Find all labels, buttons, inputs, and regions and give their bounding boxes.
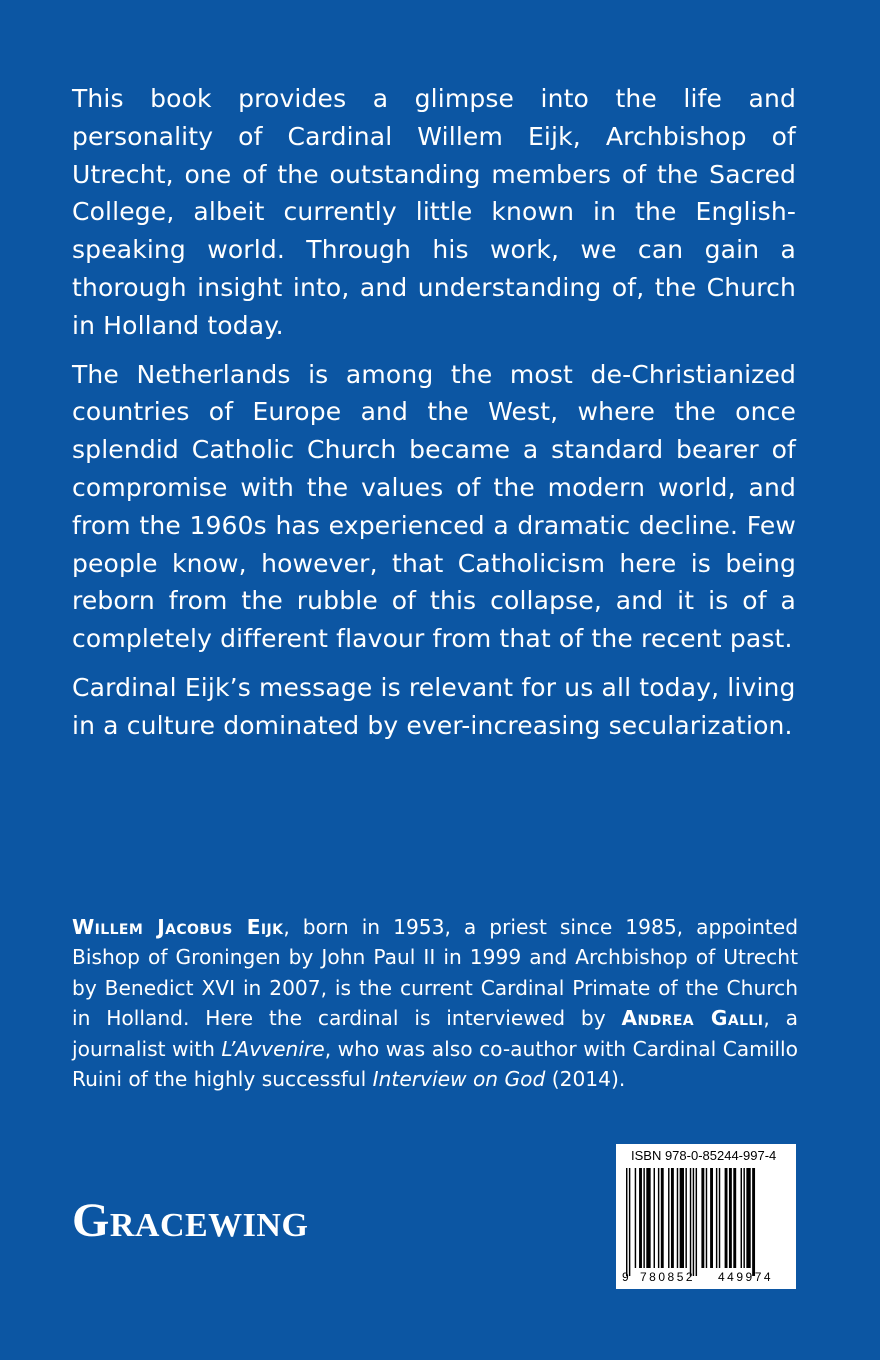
author-bio (72, 912, 798, 1094)
barcode-bar (743, 1168, 744, 1268)
bio-text-4: (2014). (545, 1067, 626, 1092)
barcode-bar (710, 1168, 713, 1268)
barcode-bar (685, 1168, 686, 1268)
barcode-bar (706, 1168, 707, 1268)
barcode-bar (654, 1168, 655, 1268)
barcode-bar (629, 1168, 630, 1276)
barcode-bar (626, 1168, 627, 1276)
barcode-bar (701, 1168, 704, 1268)
book-title: Interview on God (372, 1067, 546, 1092)
barcode-bar (643, 1168, 644, 1268)
barcode-digits-group-2: 449974 (718, 1270, 774, 1284)
barcode (616, 1144, 796, 1289)
barcode-bar (752, 1168, 755, 1276)
barcode-digits-group-1: 780852 (640, 1270, 696, 1284)
barcode-bar (671, 1168, 674, 1268)
barcode-bar (690, 1168, 691, 1276)
bio-text-2: , a journalist with (72, 1006, 798, 1061)
author-bio-text (72, 912, 798, 1094)
barcode-bar (719, 1168, 720, 1268)
barcode-bar (696, 1168, 697, 1276)
blurb-paragraph-3: Cardinal Eijk’s message is relevant for us all today, living in a culture dominated by ever-increasing secularization. (72, 672, 796, 740)
barcode-digit-lead: 9 (622, 1270, 629, 1284)
barcode-bar (661, 1168, 664, 1268)
barcode-bar (658, 1168, 659, 1268)
barcode-bars (622, 1168, 790, 1276)
author-name: Willem Jacobus Eijk (72, 915, 284, 939)
blurb-paragraph-1: This book provides a glimpse into the life and personality of Cardinal Willem Eijk, Archbishop of Utrecht, one of the outstanding members of the Sacred College, albeit currently little known in the English-speaking world. Through his work, we can gain a thorough insight into, and understanding of, the Church in Holland today. (72, 84, 796, 340)
newspaper-name: L’Avvenire (221, 1036, 325, 1061)
isbn-label: ISBN 978-0-85244-997-4 (631, 1148, 777, 1163)
barcode-bar (741, 1168, 742, 1268)
barcode-bar (646, 1168, 650, 1268)
barcode-bar (635, 1168, 636, 1268)
barcode-bar (668, 1168, 669, 1268)
barcode-bar (680, 1168, 684, 1268)
bio-text-1: , born in 1953, a priest since 1985, appointed Bishop of Groningen by John Paul II in 1999 and Archbishop of Utrecht by Benedict XVI in 2007, is the current Cardinal Primate of the Church in Holland. Here the cardinal is interviewed by (72, 915, 799, 1031)
interviewer-name: Andrea Galli (621, 1006, 764, 1031)
barcode-bar (693, 1168, 694, 1276)
publisher-logo: Gracewing (72, 1194, 309, 1247)
barcode-bar (716, 1168, 717, 1268)
barcode-bar (639, 1168, 642, 1268)
barcode-bar (677, 1168, 678, 1268)
barcode-bar (733, 1168, 736, 1268)
barcode-bar (746, 1168, 750, 1268)
bio-text-3: , who was also co-author with Cardinal Camillo Ruini of the highly successful (72, 1036, 799, 1092)
barcode-bar (725, 1168, 728, 1268)
blurb (72, 80, 796, 756)
barcode-bar (729, 1168, 732, 1268)
blurb-paragraph-2: The Netherlands is among the most de-Christianized countries of Europe and the West, where the once splendid Catholic Church became a standard bearer of compromise with the values of the modern world, and from the 1960s has experienced a dramatic decline. Few people know, however, that Catholicism here is being reborn from the rubble of this collapse, and it is of a completely different flavour from that of the recent past. (72, 359, 796, 654)
